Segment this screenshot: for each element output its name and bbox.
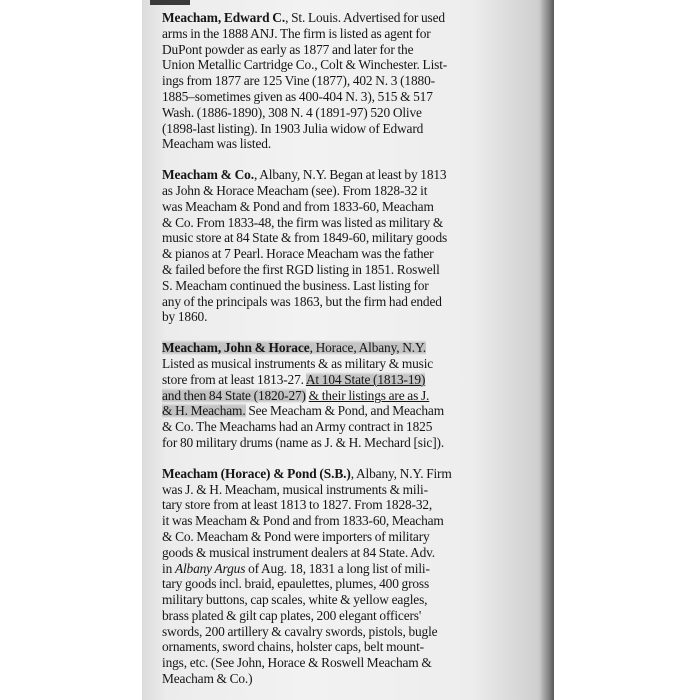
highlighted-address: At 104 State (1813-19) xyxy=(305,371,426,387)
entry-line: Wash. (1886-1890), 308 N. 4 (1891-97) 520 Olive xyxy=(162,104,422,120)
entry-line: in Albany Argus of Aug. 18, 1831 a long list of mili- xyxy=(162,560,430,576)
entry-line: was J. & H. Meacham, musical instruments & mili- xyxy=(162,481,428,497)
entry-line: tary goods incl. braid, epaulettes, plumes, 400 gross xyxy=(162,576,430,592)
entry-edward-meacham xyxy=(162,10,546,152)
entry-line: tary store from at least 1813 to 1827. From 1828-32, xyxy=(162,497,433,513)
entry-line: music store at 84 State & from 1849-60, military goods xyxy=(162,230,448,246)
text-column xyxy=(162,10,546,700)
entry-line: as John & Horace Meacham (see). From 1828-32 it xyxy=(162,182,428,198)
entry-line: Union Metallic Cartridge Co., Colt & Winchester. List- xyxy=(162,57,448,73)
entry-line: brass plated & gilt cap plates, 200 elegant officers' xyxy=(162,607,422,623)
entry-line: Meacham (Horace) & Pond (S.B.), Albany, N.Y. Firm xyxy=(162,465,452,481)
entry-line: DuPont powder as early as 1877 and later for the xyxy=(162,41,414,57)
entry-line: ings, etc. (See John, Horace & Roswell Meacham & xyxy=(162,655,432,671)
entry-meacham-and-co xyxy=(162,167,546,325)
entry-line: ornaments, sword chains, holster caps, belt mount- xyxy=(162,639,424,655)
entry-line: & pianos at 7 Pearl. Horace Meacham was the father xyxy=(162,246,434,262)
entry-line: & Co. The Meachams had an Army contract in 1825 xyxy=(162,419,433,435)
entry-line: was Meacham & Pond and from 1833-60, Meacham xyxy=(162,198,434,214)
entry-line: by 1860. xyxy=(162,309,208,325)
entry-john-and-horace-meacham xyxy=(162,340,546,451)
entry-line: any of the principals was 1863, but the firm had ended xyxy=(162,293,442,309)
entry-line: 1885–sometimes given as 400-404 N. 3), 515 & 517 xyxy=(162,88,433,104)
highlighted-address: and then 84 State (1820-27) xyxy=(162,387,306,403)
entry-heading: Meacham & Co. xyxy=(162,167,254,183)
entry-heading: Meacham (Horace) & Pond (S.B.) xyxy=(162,465,351,481)
highlighted-name: & H. Meacham. xyxy=(162,403,246,419)
entry-line: (1898-last listing). In 1903 Julia widow of Edward xyxy=(162,120,424,136)
entry-line: Meacham & Co., Albany, N.Y. Began at least by 1813 xyxy=(162,167,447,183)
entry-line: Meacham & Co.) xyxy=(162,671,253,687)
entry-line: military buttons, cap scales, white & yellow eagles, xyxy=(162,592,428,608)
publication-title: Albany Argus xyxy=(174,560,246,576)
entry-line: Listed as musical instruments & as military & music xyxy=(162,355,434,371)
entry-line: S. Meacham continued the business. Last listing for xyxy=(162,277,429,293)
entry-heading: Meacham, John & Horace xyxy=(162,340,310,356)
entry-line: Meacham was listed. xyxy=(162,136,272,152)
entry-line: and then 84 State (1820-27) & their listings are as J. xyxy=(162,387,430,403)
top-rule-fragment xyxy=(150,0,190,5)
entry-line: & H. Meacham. See Meacham & Pond, and Meacham xyxy=(162,403,444,419)
entry-line: & Co. Meacham & Pond were importers of military xyxy=(162,528,430,544)
entry-line: it was Meacham & Pond and from 1833-60, Meacham xyxy=(162,513,444,529)
entry-line: ings from 1877 are 125 Vine (1877), 402 N. 3 (1880- xyxy=(162,73,435,89)
entry-heading: Meacham, Edward C. xyxy=(162,10,286,25)
entry-line: arms in the 1888 ANJ. The firm is listed as agent for xyxy=(162,25,431,41)
entry-line: goods & musical instrument dealers at 84 State. Adv. xyxy=(162,544,436,560)
entry-line: Meacham, Edward C., St. Louis. Advertised for used xyxy=(162,10,445,25)
entry-meacham-and-pond xyxy=(162,466,546,687)
entry-line: & Co. From 1833-48, the firm was listed as military & xyxy=(162,214,444,230)
entry-line: swords, 200 artillery & cavalry swords, pistols, bugle xyxy=(162,623,438,639)
entry-line: & failed before the first RGD listing in 1851. Roswell xyxy=(162,261,440,277)
entry-line: for 80 military drums (name as J. & H. Mechard [sic]). xyxy=(162,434,445,450)
entry-line: Meacham, John & Horace, Horace, Albany, N.Y. xyxy=(162,340,426,356)
entry-line: store from at least 1813-27. At 104 State (1813-19) xyxy=(162,371,426,387)
